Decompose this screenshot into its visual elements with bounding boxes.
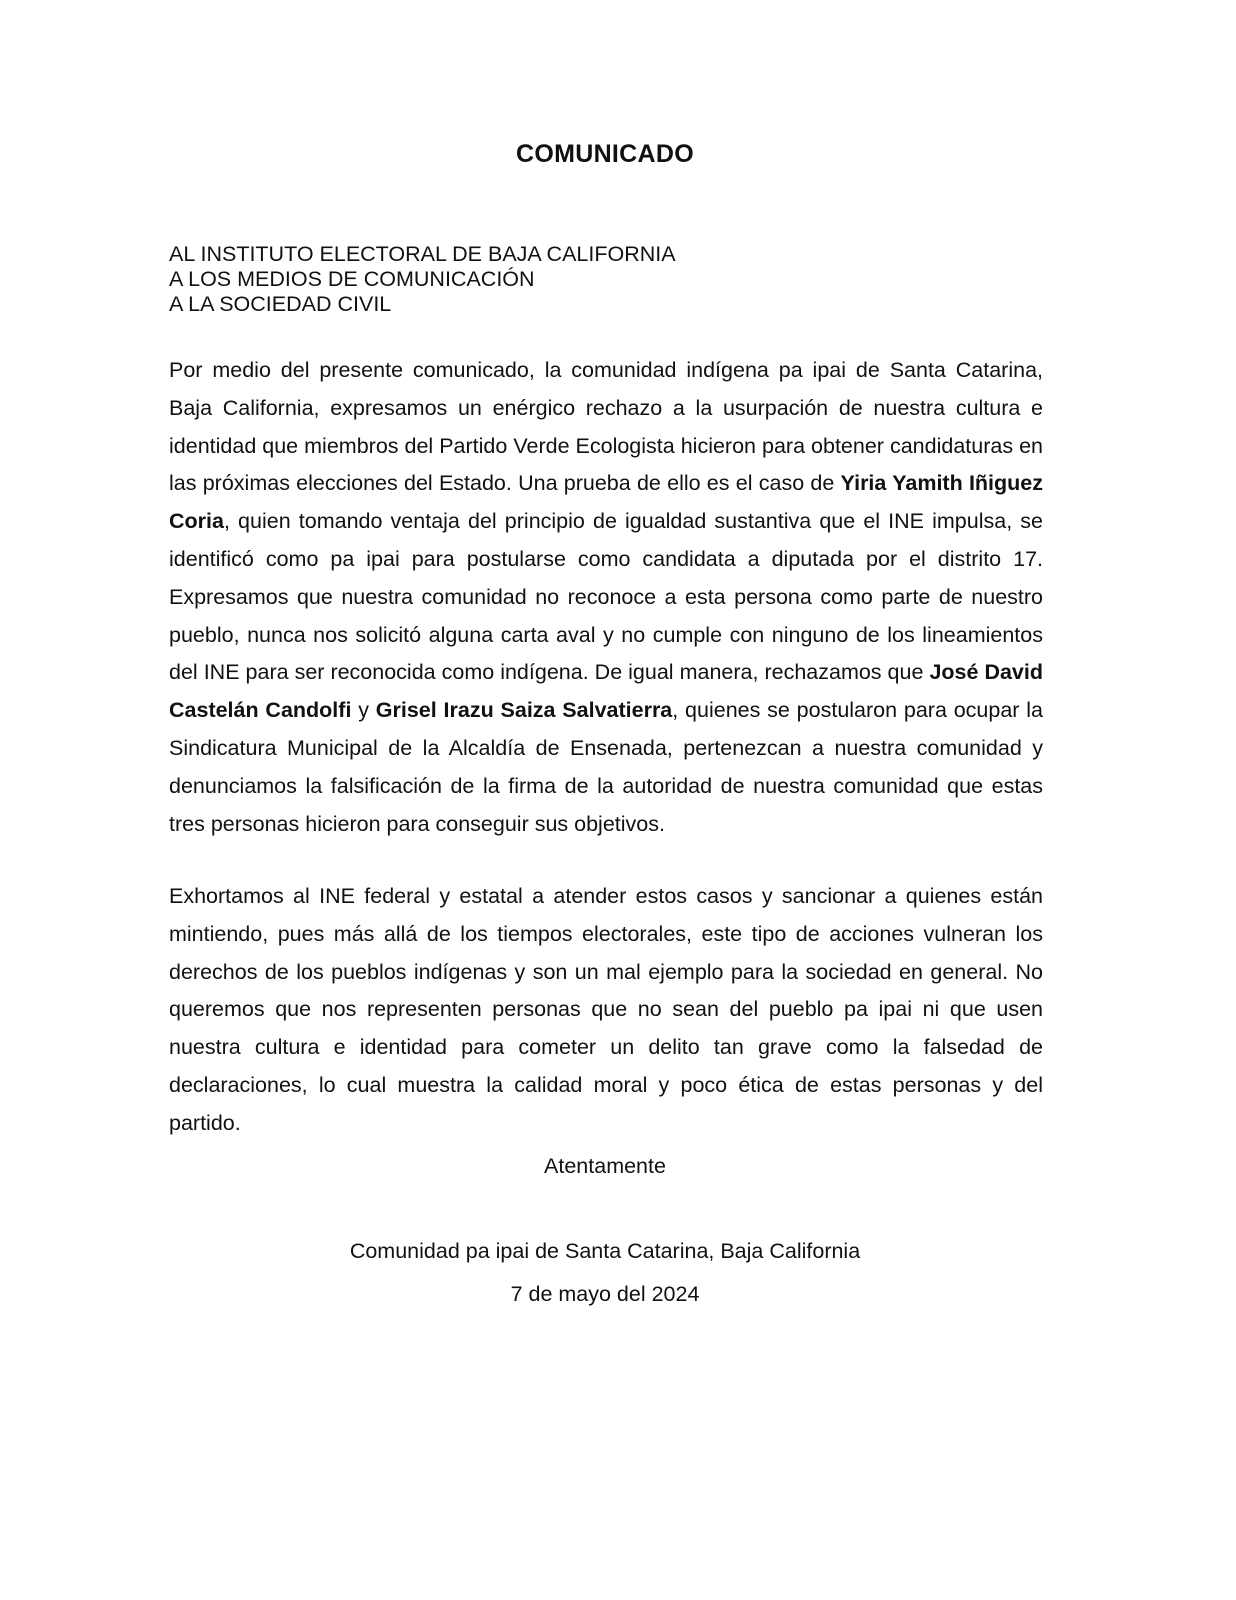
highlighted-name: Grisel Irazu Saiza Salvatierra [375, 698, 673, 723]
recipients-block [169, 242, 1049, 317]
signer-name: Comunidad pa ipai de Santa Catarina, Baja California [349, 1239, 861, 1263]
body-paragraph-1 [169, 352, 1043, 843]
recipient-line: AL INSTITUTO ELECTORAL DE BAJA CALIFORNIA [169, 242, 676, 266]
paragraph-text: , quien tomando ventaja del principio de igualdad sustantiva que el INE impulsa, se identificó como pa ipai para postularse como candidata a diputada por el distrito 17. Expresamos que nuestra comunidad no reconoce a esta persona como parte de nuestro pueblo, nunca nos solicitó alguna carta aval y no cumple con ninguno de los lineamientos del INE para ser reconocida como indígena. De igual manera, rechazamos que [169, 509, 1043, 685]
paragraph-text: , quienes se postularon para ocupar la Sindicatura Municipal de la Alcaldía de Ensenada, pertenezcan a nuestra comunidad y denunciamos la falsificación de la firma de la autoridad de nuestra comunidad que estas tres personas hicieron para conseguir sus objetivos. [169, 698, 1043, 836]
closing-salutation: Atentamente [544, 1154, 666, 1178]
body-paragraph-2: Exhortamos al INE federal y estatal a atender estos casos y sancionar a quienes están mintiendo, pues más allá de los tiempos electorales, este tipo de acciones vulneran los derechos de los pueblos indígenas y son un mal ejemplo para la sociedad en general. No queremos que nos representen personas que no sean del pueblo pa ipai ni que usen nuestra cultura e identidad para cometer un delito tan grave como la falsedad de declaraciones, lo cual muestra la calidad moral y poco ética de estas personas y del partido. [169, 884, 1043, 1135]
highlighted-name: Yiria Yamith Iñiguez Coria [169, 471, 1043, 534]
document-date: 7 de mayo del 2024 [510, 1282, 700, 1306]
document-title: COMUNICADO [516, 140, 694, 168]
highlighted-name: José David Castelán Candolfi [169, 660, 1043, 723]
recipient-line: A LOS MEDIOS DE COMUNICACIÓN [169, 267, 535, 291]
paragraph-text: Por medio del presente comunicado, la comunidad indígena pa ipai de Santa Catarina, Baja California, expresamos un enérgico rechazo a la usurpación de nuestra cultura e identidad que miembros del Partido Verde Ecologista hicieron para obtener candidaturas en las próximas elecciones del Estado. Una prueba de ello es el caso de [169, 358, 1043, 496]
paragraph-text: y [351, 698, 376, 723]
recipient-line: A LA SOCIEDAD CIVIL [169, 292, 392, 316]
